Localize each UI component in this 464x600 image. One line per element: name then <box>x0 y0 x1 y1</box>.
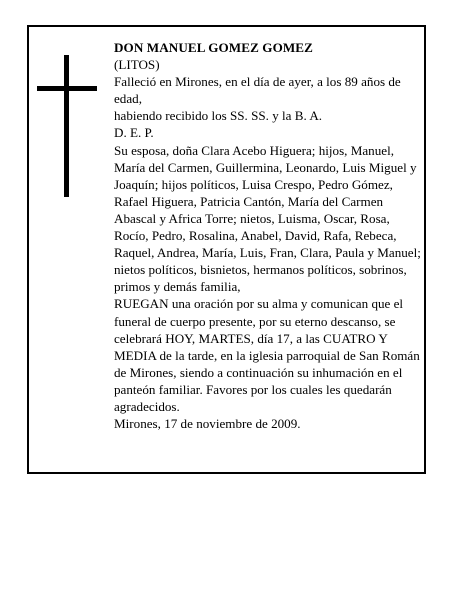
death-announcement: Falleció en Mirones, en el día de ayer, a los 89 años de edad, <box>114 74 401 107</box>
place-and-date: Mirones, 17 de noviembre de 2009. <box>114 416 301 432</box>
deceased-name: DON MANUEL GOMEZ GOMEZ <box>114 40 313 55</box>
deceased-nickname: (LITOS) <box>114 57 160 73</box>
sacraments-line: habiendo recibido los SS. SS. y la B. A. <box>114 108 323 124</box>
obituary-text <box>114 39 424 432</box>
rest-in-peace: D. E. P. <box>114 125 154 141</box>
cross-horizontal-bar <box>37 86 97 91</box>
cross-vertical-bar <box>64 55 69 197</box>
latin-cross-icon <box>37 55 97 197</box>
funeral-request: RUEGAN una oración por su alma y comunican que el funeral de cuerpo presente, por su eterno descanso, se celebrará HOY, MARTES, día 17, a las CUATRO Y MEDIA de la tarde, en la iglesia parroquial de San Román de Mirones, siendo a continuación su inhumación en el panteón familiar. Favores por los cuales les quedarán agradecidos. <box>114 296 420 414</box>
family-members: Su esposa, doña Clara Acebo Higuera; hijos, Manuel, María del Carmen, Guillermina, Leonardo, Luis Miguel y Joaquín; hijos políticos, Luisa Crespo, Pedro Gómez, Rafael Higuera, Patricia Cantón, María del Carmen Abascal y Africa Torre; nietos, Luisma, Oscar, Rosa, Rocío, Pedro, Rosalina, Anabel, David, Rafa, Rebeca, Raquel, Andrea, María, Luis, Fran, Clara, Paula y Manuel; nietos políticos, bisnietos, hermanos políticos, sobrinos, primos y demás familia, <box>114 142 421 295</box>
